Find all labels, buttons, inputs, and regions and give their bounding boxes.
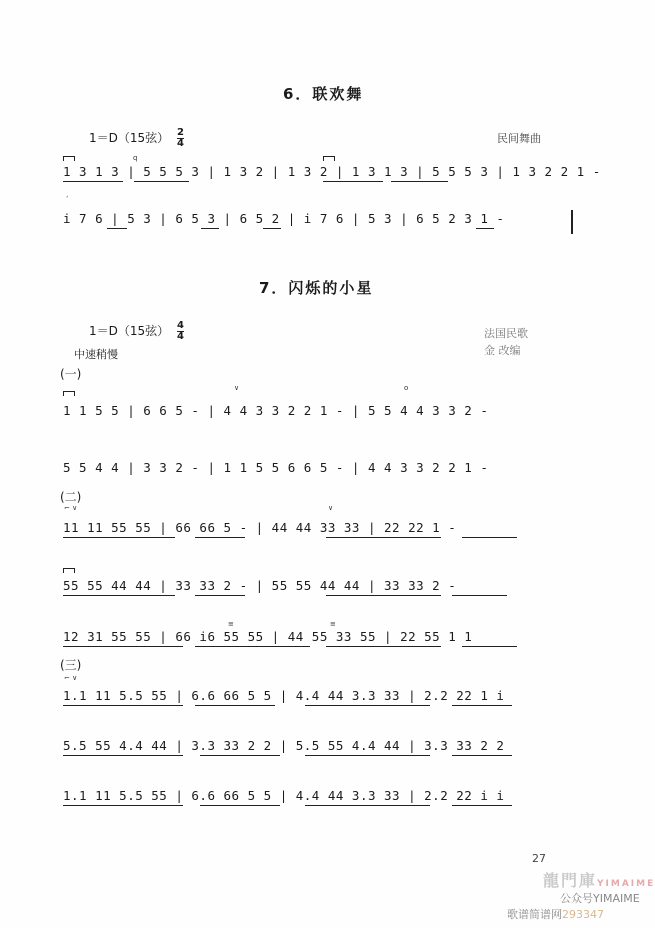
beam — [263, 228, 281, 229]
song6-key: 1＝D（15弦） — [89, 131, 170, 145]
beam — [195, 646, 310, 647]
song7-title: 7．闪烁的小星 — [259, 279, 374, 297]
song7-notation-line-6: 1.1 11 5.5 55 | 6.6 66 5 5 | 4.4 44 3.3 33 | 2.2 22 1 i — [63, 688, 505, 703]
beam — [452, 805, 512, 806]
song7-attribution-origin: 法国民歌 — [484, 327, 528, 340]
beam — [134, 181, 189, 182]
beam — [391, 181, 448, 182]
song7-notation-line-8: 1.1 11 5.5 55 | 6.6 66 5 5 | 4.4 44 3.3 33 | 2.2 22 i i — [63, 788, 505, 803]
song7-time-signature: $\frac{4}{4}$ — [176, 320, 184, 342]
beam — [326, 595, 441, 596]
beam — [195, 537, 245, 538]
beam — [63, 755, 183, 756]
ornament-mark: ∨ — [234, 384, 240, 392]
song7-key-signature — [89, 321, 184, 342]
song7-key: 1＝D（15弦） — [89, 324, 170, 338]
watermark-public-account: 公众号YIMAIME — [560, 892, 640, 905]
beam — [200, 755, 280, 756]
beam — [476, 228, 494, 229]
phrase-mark: ⌐ ∨ — [64, 504, 78, 512]
song7-tempo: 中速稍慢 — [74, 348, 118, 361]
phrase-mark — [323, 156, 335, 161]
beam — [200, 805, 280, 806]
beam — [452, 755, 512, 756]
beam — [305, 705, 430, 706]
song7-notation-line-7: 5.5 55 4.4 44 | 3.3 33 2 2 | 5.5 55 4.4 44 | 3.3 33 2 2 — [63, 738, 505, 753]
song7-notation-line-1: 1 1 5 5 | 6 6 5 - | 4 4 3 3 2 2 1 - | 5 5 4 4 3 3 2 - — [63, 403, 489, 418]
watermark-logo: 龍門庫YIMAIME — [543, 871, 655, 890]
beam — [305, 805, 430, 806]
beam — [452, 595, 507, 596]
beam — [201, 228, 219, 229]
song7-notation-line-4: 55 55 44 44 | 33 33 2 - | 55 55 44 44 | 33 33 2 - — [63, 578, 457, 593]
beam — [326, 537, 441, 538]
song6-key-signature — [89, 128, 184, 149]
ornament-mark: o — [404, 384, 409, 392]
beam — [462, 646, 517, 647]
section-label-3: (三) — [60, 658, 82, 672]
beam — [305, 755, 430, 756]
song6-title: 6．联欢舞 — [283, 85, 364, 103]
beam — [326, 646, 441, 647]
beam — [195, 705, 275, 706]
beam — [462, 537, 517, 538]
section-label-2: (二) — [60, 490, 82, 504]
phrase-mark — [63, 391, 75, 396]
page-number: 27 — [532, 852, 546, 865]
section-label-1: (一) — [60, 367, 82, 381]
song7-notation-line-5: 12 31 55 55 | 66 i6 55 55 | 44 55 33 55 | 22 55 1 1 — [63, 629, 473, 644]
song7-notation-line-2: 5 5 4 4 | 3 3 2 - | 1 1 5 5 6 6 5 - | 4 4 3 3 2 2 1 - — [63, 460, 489, 475]
song6-time-signature: $\frac{2}{4}$ — [176, 127, 184, 149]
watermark-site: 歌谱简谱网293347 — [507, 908, 604, 921]
beam — [63, 595, 175, 596]
phrase-mark: ⌐ ∨ — [64, 674, 78, 682]
ornament-mark: ≡ — [330, 620, 336, 628]
ornament-mark: ≡ — [228, 620, 234, 628]
beam — [63, 181, 123, 182]
ornament-mark: ʼ — [66, 195, 69, 203]
song7-notation-line-3: 11 11 55 55 | 66 66 5 - | 44 44 33 33 | 22 22 1 - — [63, 520, 457, 535]
song6-notation-line-2: i 7 6 | 5 3 | 6 5 3 | 6 5 2 | i 7 6 | 5 3 | 6 5 2 3 1 - — [63, 211, 505, 226]
beam — [63, 805, 183, 806]
beam — [107, 228, 127, 229]
beam — [63, 646, 183, 647]
song6-notation-line-1: 1 3 1 3 | 5 5 5 3 | 1 3 2 | 1 3 2 | 1 3 1 3 | 5 5 5 3 | 1 3 2 2 1 - — [63, 164, 601, 179]
song6-attribution: 民间舞曲 — [497, 132, 541, 145]
beam — [452, 705, 512, 706]
song7-attribution-arranger: 金 改编 — [484, 344, 521, 357]
beam — [63, 705, 183, 706]
beam — [63, 537, 175, 538]
ornament-mark: ∨ — [328, 504, 334, 512]
ornament-mark: q — [133, 154, 138, 162]
beam — [195, 595, 245, 596]
final-barline — [571, 210, 573, 234]
phrase-mark — [63, 568, 75, 573]
beam — [323, 181, 383, 182]
phrase-mark — [63, 156, 75, 161]
